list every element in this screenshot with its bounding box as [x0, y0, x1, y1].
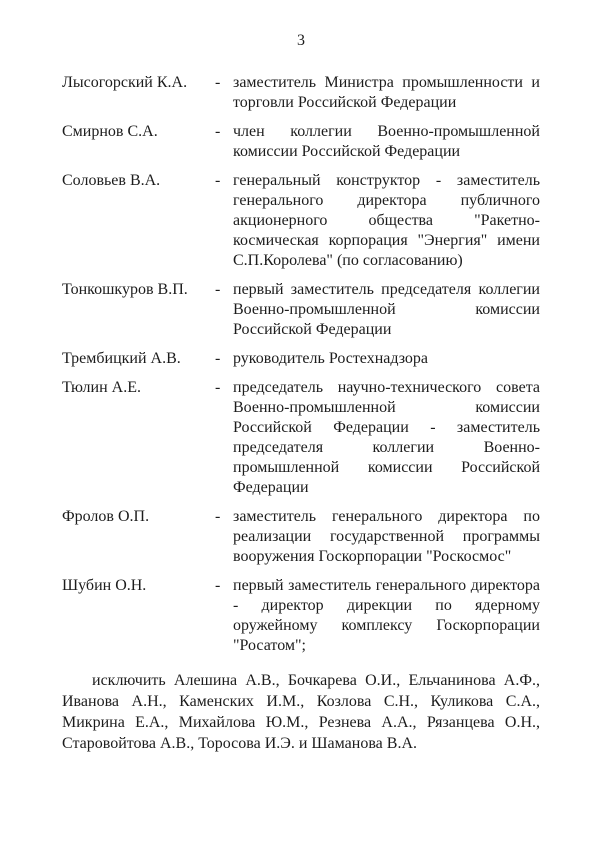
person-name: Тонкошкуров В.П.: [62, 281, 188, 298]
person-name: Трембицкий А.В.: [62, 350, 181, 367]
appointments-list: [62, 73, 540, 656]
dash-separator: -: [215, 508, 221, 525]
person-position: первый заместитель генерального директора - директор дирекции по ядерному оружейному комплексу Госкорпорации "Росатом";: [233, 577, 540, 654]
person-name: Смирнов С.А.: [62, 123, 158, 140]
dash-separator: -: [215, 281, 221, 298]
dash-separator: -: [215, 172, 221, 189]
page-number: 3: [297, 32, 305, 49]
person-name: Соловьев В.А.: [62, 172, 161, 189]
person-name: Лысогорский К.А.: [62, 74, 188, 91]
person-name: Тюлин А.Е.: [62, 379, 141, 396]
dash-separator: -: [215, 379, 221, 396]
dash-separator: -: [215, 123, 221, 140]
list-item: [62, 73, 540, 113]
list-item: [62, 576, 540, 656]
dash-separator: -: [215, 350, 221, 367]
person-position: заместитель Министра промышленности и торговли Российской Федерации: [233, 74, 540, 111]
exclusion-paragraph: исключить Алешина А.В., Бочкарева О.И., Ельчанинова А.Ф., Иванова А.Н., Каменских И.М., Козлова С.Н., Куликова С.А., Микрина Е.А., Михайлова Ю.М., Резнева А.А., Рязанцева О.Н., Старовойтова А.В., Торосова И.Э. и Шаманова В.А.: [62, 672, 540, 752]
dash-separator: -: [215, 577, 221, 594]
person-name: Шубин О.Н.: [62, 577, 147, 594]
person-position: председатель научно-технического совета Военно-промышленной комиссии Российской Федерации - заместитель председателя коллегии Военно-промышленной комиссии Российской Федерации: [233, 379, 540, 496]
list-item: [62, 507, 540, 567]
list-item: [62, 122, 540, 162]
list-item: [62, 378, 540, 498]
person-position: руководитель Ростехнадзора: [233, 350, 429, 367]
list-item: [62, 349, 540, 369]
person-position: первый заместитель председателя коллегии Военно-промышленной комиссии Российской Федерации: [233, 281, 540, 338]
person-position: член коллегии Военно-промышленной комиссии Российской Федерации: [233, 123, 540, 160]
dash-separator: -: [215, 74, 221, 91]
person-position: заместитель генерального директора по реализации государственной программы вооружения Госкорпорации "Роскосмос": [233, 508, 540, 565]
person-position: генеральный конструктор - заместитель генерального директора публичного акционерного общества "Ракетно-космическая корпорация "Энергия" имени С.П.Королева" (по согласованию): [233, 172, 540, 269]
person-name: Фролов О.П.: [62, 508, 150, 525]
list-item: [62, 280, 540, 340]
list-item: [62, 171, 540, 271]
